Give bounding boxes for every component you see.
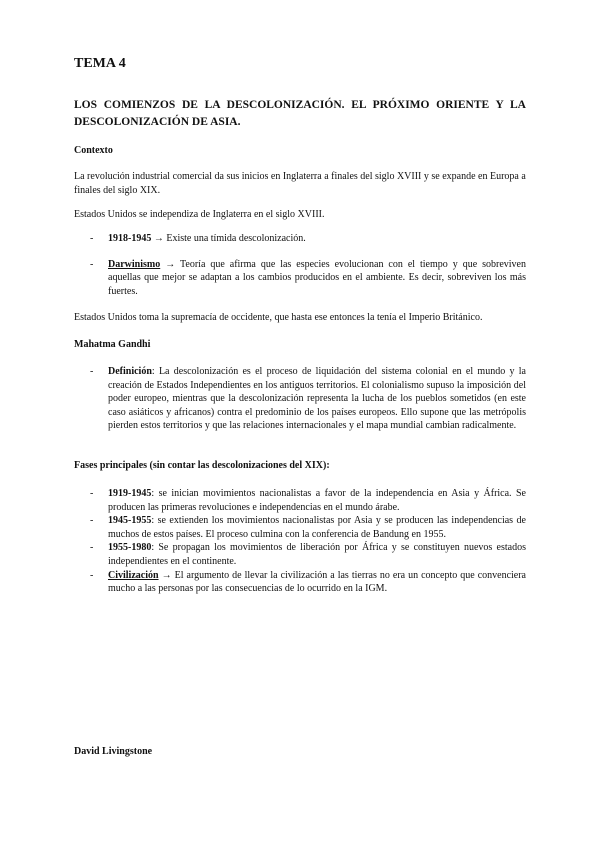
list-text: : se extienden los movimientos nacionalistas por Asia y se producen las independencias de muchos de estos países. El proceso culmina con la conferencia de Bandung en 1955. (108, 515, 526, 540)
list-item (74, 569, 526, 596)
contexto-list (74, 232, 526, 298)
list-text: → Teoría que afirma que las especies evolucionan con el tiempo y que sobreviven aquellas que mejor se adaptan a los cambios producidos en el ambiente. Es decir, sobreviven los más fuertes. (108, 258, 526, 297)
list-item (74, 232, 526, 246)
list-term: Darwinismo (108, 258, 161, 270)
list-term: Civilización (108, 569, 159, 581)
list-dash: - (90, 542, 94, 554)
section-heading-contexto: Contexto (74, 145, 113, 156)
list-dash: - (90, 366, 94, 377)
list-item (74, 365, 526, 433)
paragraph-revolucion: La revolución industrial comercial da sus inicios en Inglaterra a finales del siglo XVIII y se expande en Europa a finales del siglo XIX. (74, 171, 526, 196)
list-term: 1955-1980 (108, 542, 152, 554)
list-item (74, 487, 526, 514)
section-heading-fases: Fases principales (sin contar las descolonizaciones del XIX): (74, 460, 330, 471)
list-dash: - (90, 488, 94, 499)
paragraph-estados-unidos: Estados Unidos se independiza de Inglaterra en el siglo XVIII. (74, 209, 325, 220)
list-dash: - (90, 258, 94, 270)
list-text: → El argumento de llevar la civilización a las tierras no era un concepto que convenciera mucho a las personas por las consecuencias de lo ocurrido en la IGM. (108, 569, 526, 595)
list-text: → Existe una tímida descolonización. (151, 233, 306, 244)
list-item (74, 541, 526, 568)
list-text: : Se propagan los movimientos de liberación por África y se constituyen nuevos estados independientes en el continente. (108, 542, 526, 567)
gandhi-list (74, 365, 526, 433)
list-item (74, 514, 526, 541)
section-heading-livingstone: David Livingstone (74, 746, 153, 757)
list-item (74, 258, 526, 299)
list-dash: - (90, 569, 94, 581)
list-text: : La descolonización es el proceso de liquidación del sistema colonial en el mundo y la creación de Estados Independientes en los antiguos territorios. El colonialismo supuso la imposición del poder europeo, mientras que la descolonización representa la lucha de los pueblos sometidos (en este caso asiáticos y africanos) contra el predominio de los países europeos. Ello supone que las metrópolis pierden estos territorios y que las relaciones internacionales y el mapa mundial cambian radicalmente. (108, 366, 526, 432)
section-heading-gandhi: Mahatma Gandhi (74, 339, 151, 350)
list-text: : se inician movimientos nacionalistas a favor de la independencia en Asia y África. Se producen las primeras revoluciones e independencias en el mundo árabe. (108, 488, 526, 513)
list-dash: - (90, 233, 94, 244)
list-term: Definición (108, 366, 152, 377)
list-dash: - (90, 515, 94, 527)
paragraph-supremacia: Estados Unidos toma la supremacía de occidente, que hasta ese entonces la tenía el Imperio Británico. (74, 312, 483, 323)
fases-list (74, 487, 526, 596)
document-title: TEMA 4 (74, 56, 126, 71)
list-term: 1919-1945 (108, 488, 152, 499)
document-heading: LOS COMIENZOS DE LA DESCOLONIZACIÓN. EL PRÓXIMO ORIENTE Y LA DESCOLONIZACIÓN DE ASIA. (74, 99, 526, 128)
list-term: 1918-1945 (108, 233, 152, 244)
list-term: 1945-1955 (108, 515, 152, 527)
